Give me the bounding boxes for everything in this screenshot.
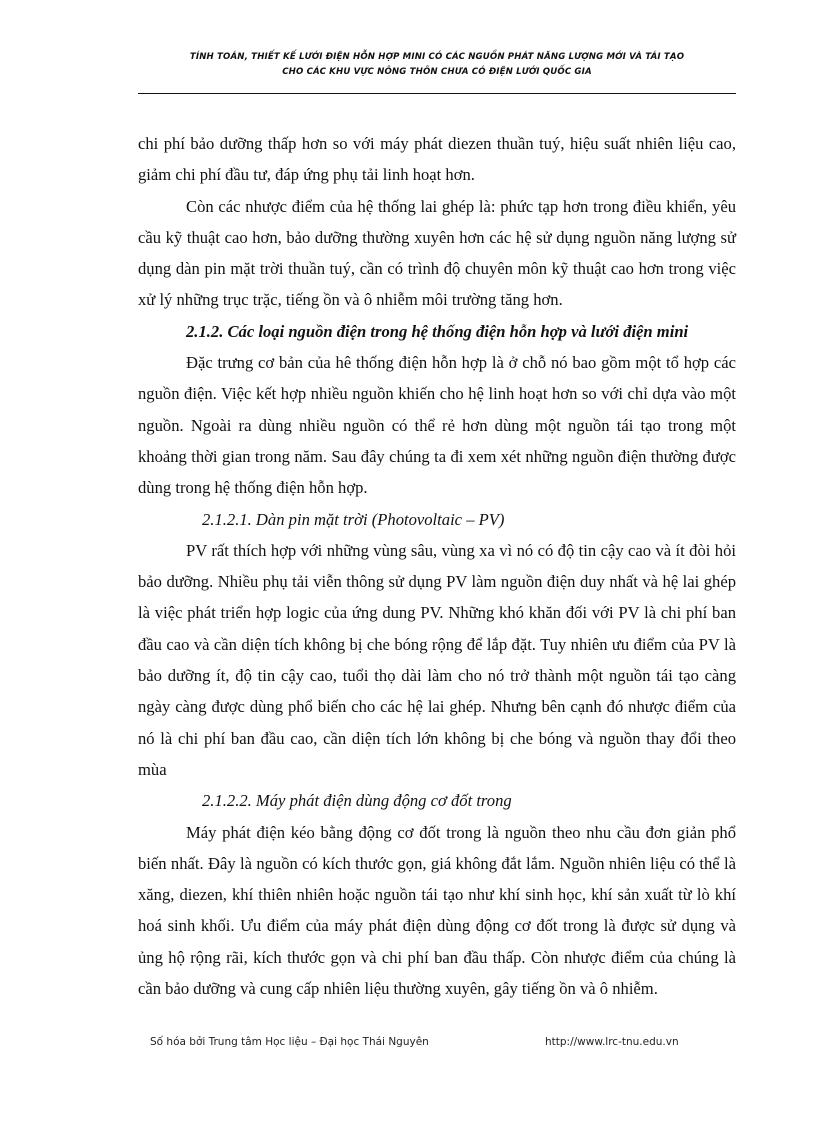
paragraph-continuation: chi phí bảo dưỡng thấp hơn so với máy phát diezen thuần tuý, hiệu suất nhiên liệu cao, giảm chi phí đầu tư, đáp ứng phụ tải linh hoạt hơn. — [138, 134, 736, 185]
subsection-heading-generator: 2.1.2.2. Máy phát điện dùng động cơ đốt trong — [202, 791, 512, 811]
paragraph-disadvantages: Còn các nhược điểm của hệ thống lai ghép là: phức tạp hơn trong điều khiển, yêu cầu kỹ thuật cao hơn, bảo dưỡng thường xuyên hơn các hệ sử dụng nguồn năng lượng sử dụng dàn pin mặt trời thuần tuý, cần có trình độ chuyên môn kỹ thuật cao hơn trong việc xử lý những trục trặc, tiếng ồn và ô nhiễm môi trường tăng hơn. — [138, 196, 736, 310]
running-header — [138, 50, 736, 80]
header-line-1: TÍNH TOÁN, THIẾT KẾ LƯỚI ĐIỆN HỖN HỢP MINI CÓ CÁC NGUỒN PHÁT NĂNG LƯỢNG MỚI VÀ TÁI TẠO — [189, 52, 685, 62]
header-divider — [138, 93, 736, 94]
section-heading: 2.1.2. Các loại nguồn điện trong hệ thống điện hỗn hợp và lưới điện mini — [186, 321, 689, 341]
header-line-2: CHO CÁC KHU VỰC NÔNG THÔN CHƯA CÓ ĐIỆN LƯỚI QUỐC GIA — [282, 67, 592, 77]
page-body — [138, 128, 736, 1004]
paragraph-hybrid-sources: Đặc trưng cơ bản của hê thống điện hỗn hợp là ở chỗ nó bao gồm một tổ hợp các nguồn điện. Việc kết hợp nhiều nguồn khiến cho hệ linh hoạt hơn so với chỉ dựa vào một nguồn. Ngoài ra dùng nhiều nguồn có thể rẻ hơn dùng một nguồn tái tạo trong một khoảng thời gian trong năm. Sau đây chúng ta đi xem xét những nguồn điện thường được dùng trong hệ thống điện hỗn hợp. — [138, 353, 736, 498]
footer-credit: Số hóa bởi Trung tâm Học liệu – Đại học Thái Nguyên — [150, 1036, 429, 1048]
paragraph-pv: PV rất thích hợp với những vùng sâu, vùng xa vì nó có độ tin cậy cao và ít đòi hỏi bảo dưỡng. Nhiều phụ tải viễn thông sử dụng PV làm nguồn điện duy nhất và hệ lai ghép là việc phát triển hợp logic của ứng dung PV. Những khó khăn đối với PV là chi phí ban đầu cao và cần diện tích không bị che bóng rộng để lắp đặt. Tuy nhiên ưu điểm của PV là bảo dưỡng ít, độ tin cậy cao, tuổi thọ dài làm cho nó trở thành một nguồn tái tạo càng ngày càng được dùng phổ biến cho các hệ lai ghép. Nhưng bên cạnh đó nhược điểm của nó là chi phí ban đầu cao, cần diện tích lớn không bị che bóng và nguồn thay đổi theo mùa — [138, 540, 736, 779]
footer-url: http://www.lrc-tnu.edu.vn — [545, 1036, 679, 1048]
subsection-heading-pv: 2.1.2.1. Dàn pin mặt trời (Photovoltaic – PV) — [202, 509, 505, 529]
paragraph-generator: Máy phát điện kéo bằng động cơ đốt trong là nguồn theo nhu cầu đơn giản phổ biến nhất. Đây là nguồn có kích thước gọn, giá không đắt lắm. Nguồn nhiên liệu có thể là xăng, diezen, khí thiên nhiên hoặc nguồn tái tạo như khí sinh học, khí sản xuất từ lò khí hoá sinh khối. Ưu điểm của máy phát điện dùng động cơ đốt trong là được sử dụng và ủng hộ rộng rãi, kích thước gọn và chi phí ban đầu thấp. Còn nhược điểm của chúng là cần bảo dưỡng và cung cấp nhiên liệu thường xuyên, gây tiếng ồn và ô nhiễm. — [138, 822, 736, 999]
